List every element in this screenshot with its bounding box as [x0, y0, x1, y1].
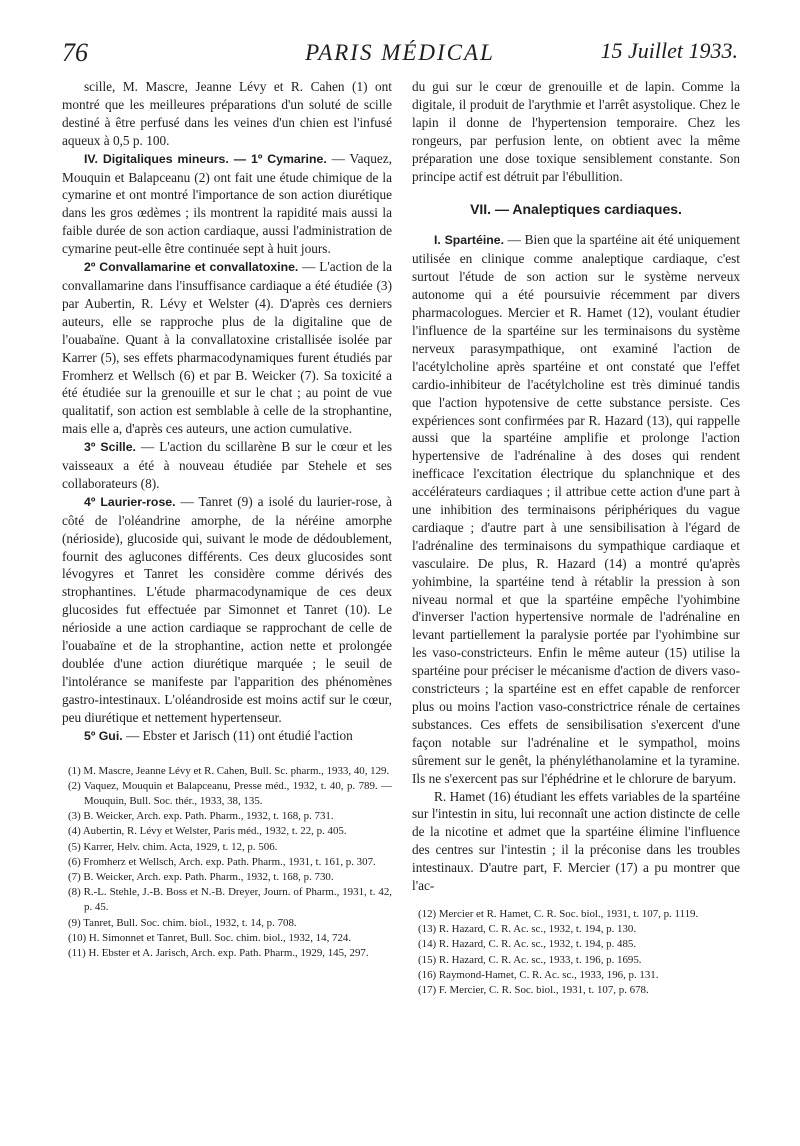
page-number: 76 [62, 38, 88, 67]
footnote: (3) B. Weicker, Arch. exp. Path. Pharm., 1932, t. 168, p. 731. [68, 810, 334, 823]
footnote: (13) R. Hazard, C. R. Ac. sc., 1932, t. 194, p. 130. [418, 923, 637, 936]
text-convallamarine: — L'action de la convallamarine dans l'insuffisance cardiaque a été étudiée (3) par Aubertin, R. Lévy et Welster (4). D'après ces derniers auteurs, elle se rapproche plus de la digitaline que de l'ouabaïne. Quant à la convallatoxine cristallisée isolée par Karrer (5), ses effets pharmacodynamiques furent étudiés par Fromherz et Wellsch (6) et par B. Weicker (7). Sa toxicité a été étudiée sur la grenouille et sur le chat ; au point de vue qualitatif, son action est semblable à celle de la strophantine, mais elle a, d'après ces auteurs, une action cumulative. [62, 259, 392, 437]
paragraph-scille-intro: scille, M. Mascre, Jeanne Lévy et R. Cahen (1) ont montré que les meilleures préparations d'un soluté de scille destiné à être perfusé dans les veines d'un chien est l'infusé aqueux à 0,5 p. 100. [62, 79, 392, 148]
section-title-analeptiques: VII. — Analeptiques cardiaques. [470, 201, 682, 218]
paragraph-gui-continued: du gui sur le cœur de grenouille et de lapin. Comme la digitale, il produit de l'arythmie et l'arrêt asystolique. Chez le lapin il donne de l'hypertension temporaire. Chez les rongeurs, par perfusion lente, on obtient avec la même préparation une dose toxique sensiblement constante. Son principe actif est détruit par l'ébullition. [412, 79, 740, 184]
paragraph-cymarine [62, 150, 392, 258]
journal-title: PARIS MÉDICAL [305, 40, 495, 65]
heading-laurier-rose: 4º Laurier-rose. [84, 494, 176, 509]
paragraph-hamet: R. Hamet (16) étudiant les effets variables de la spartéine sur l'intestin in situ, lui reconnaît une action distincte de celle de la nicotine et admet que la spartéine élimine l'influence des centres sur l'intestin ; il la préconise dans les troubles intestinaux. D'autre part, F. Mercier (17) a pu montrer que l'ac- [412, 788, 740, 894]
footnote: (7) B. Weicker, Arch. exp. Path. Pharm., 1932, t. 168, p. 730. [68, 870, 334, 883]
heading-gui: 5º Gui. [84, 728, 123, 743]
footnotes-right [412, 907, 740, 998]
footnote: (15) R. Hazard, C. R. Ac. sc., 1933, t. 196, p. 1695. [418, 953, 642, 966]
footnote: (4) Aubertin, R. Lévy et Welster, Paris méd., 1932, t. 22, p. 405. [68, 825, 347, 838]
text-scille: — L'action du scillarène B sur le cœur et les vaisseaux a été à nouveau étudiée par Stehele et ses collaborateurs (8). [62, 439, 392, 491]
footnotes-left [62, 764, 392, 962]
paragraph-laurier-rose [62, 493, 392, 727]
footnote: (6) Fromherz et Wellsch, Arch. exp. Path. Pharm., 1931, t. 161, p. 307. [68, 855, 376, 868]
page-header [62, 38, 738, 74]
footnote: (5) Karrer, Helv. chim. Acta, 1929, t. 12, p. 506. [68, 840, 278, 853]
issue-date: 15 Juillet 1933. [600, 38, 738, 63]
footnote: (11) H. Ebster et A. Jarisch, Arch. exp. Path. Pharm., 1929, 145, 297. [68, 946, 369, 959]
footnote: (9) Tanret, Bull. Soc. chim. biol., 1932, t. 14, p. 708. [68, 916, 297, 929]
footnote: (2) Vaquez, Mouquin et Balapceanu, Presse méd., 1932, t. 40, p. 789. — Mouquin, Bull. Soc. thér., 1933, 38, 135. [68, 779, 392, 807]
footnote: (1) M. Mascre, Jeanne Lévy et R. Cahen, Bull. Sc. pharm., 1933, 40, 129. [68, 764, 390, 777]
footnote: (10) H. Simonnet et Tanret, Bull. Soc. chim. biol., 1932, 14, 724. [68, 931, 352, 944]
footnote: (14) R. Hazard, C. R. Ac. sc., 1932, t. 194, p. 485. [418, 938, 637, 951]
text-cymarine: — Vaquez, Mouquin et Balapceanu (2) ont fait une étude chimique de la cymarine et ont montré l'importance de son action diurétique dans les gros œdèmes ; ils montrent la rapidité mais aussi la faible durée de son action cardiaque, aussi l'administration de cymarine peut-elle être continuée sept à huit jours. [62, 150, 392, 257]
footnote: (12) Mercier et R. Hamet, C. R. Soc. biol., 1931, t. 107, p. 1119. [418, 907, 699, 920]
heading-cymarine: IV. Digitaliques mineurs. — 1º Cymarine. [84, 151, 327, 166]
text-laurier-rose: — Tanret (9) a isolé du laurier-rose, à côté de l'oléandrine amorphe, de la néréine amorphe (nérioside), glucoside qui, suivant le mode de dédoublement, fournit des aglucones différents. Ces deux glucosides sont lévogyres et Tanret les considère comme dérivés des strophantines. L'étude pharmacodynamique de ces deux glucosides fut effectuée par Simonnet et Tanret (10). Le nérioside a une action cardiaque se rapprochant de celle de l'ouabaïne et de la strophantine, action nette et prolongée doublée d'une action diurétique marquée ; le seuil de l'intolérance se manifeste par l'apparition des phénomènes gastro-intestinaux. L'oléandroside est moins actif sur le cœur, peu diurétique et nettement hypertenseur. [62, 493, 392, 725]
footnote: (16) Raymond-Hamet, C. R. Ac. sc., 1933, 196, p. 131. [418, 968, 659, 981]
right-column [412, 78, 740, 998]
paragraph-scille [62, 438, 392, 493]
paragraph-sparteine [412, 231, 740, 787]
footnote: (17) F. Mercier, C. R. Soc. biol., 1931, t. 107, p. 678. [418, 983, 649, 996]
left-column [62, 78, 392, 961]
text-gui: — Ebster et Jarisch (11) ont étudié l'action [122, 727, 353, 743]
heading-scille: 3º Scille. [84, 440, 136, 455]
paragraph-gui [62, 727, 392, 746]
text-sparteine: — Bien que la spartéine ait été uniquement utilisée en clinique comme analeptique cardiaque, c'est surtout l'étude de son action sur le système nerveux autonome qui a été poursuivie récemment par divers pharmacologues. Mercier et R. Hamet (12), voulant étudier l'influence de la spartéine sur les terminaisons du système nerveux parasympathique, ont examiné l'action de l'acétylcholine après spartéine et ont constaté que l'effet cardio-inhibiteur de l'acétylcholine est très diminué tandis que l'action hypotensive de cette substance persiste. Ces expériences sont confirmées par R. Hazard (13), qui rappelle aussi que la spartéine amplifie et prolonge l'action hypertensive de l'adrénaline à des doses qui rendent inefficace l'excitation électrique du splanchnique et des accélérateurs cardiaques ; il attribue cette action d'une part à une inhibition des terminaisons périphériques du vague cardiaque ; d'autre part à une sensibilisation à l'égard de l'adrénaline des terminaisons du sympathique cardiaque et vasculaire. De plus, R. Hazard (14) a montré qu'après yohimbine, la spartéine tend à rétablir la pression à son niveau normal et que la spartéine empêche l'yohimbine d'inverser l'action hypertensive normale de l'adrénaline en levant partiellement la paralysie portée par l'yohimbine sur les vaso-constricteurs. Enfin le même auteur (15) utilise la spartéine pour préciser le mécanisme d'action de divers vaso-constricteurs ; la spartéine est en effet capable de renforcer plus ou moins l'action vaso-constrictrice rénale de certaines substances. Ces effets de sensibilisation s'exercent d'une façon notable sur l'adrénaline et le sympathol, moins sûrement sur le genêt, la phényléthanolamine et la tyramine. Ils ne s'exercent pas sur l'éphédrine et le chlorure de baryum. [412, 232, 740, 786]
footnote: (8) R.-L. Stehle, J.-B. Boss et N.-B. Dreyer, Journ. of Pharm., 1931, t. 42, p. 45. [68, 886, 392, 914]
heading-sparteine: I. Spartéine. [434, 233, 505, 248]
heading-convallamarine: 2º Convallamarine et convallatoxine. [84, 260, 299, 275]
paragraph-convallamarine [62, 258, 392, 438]
